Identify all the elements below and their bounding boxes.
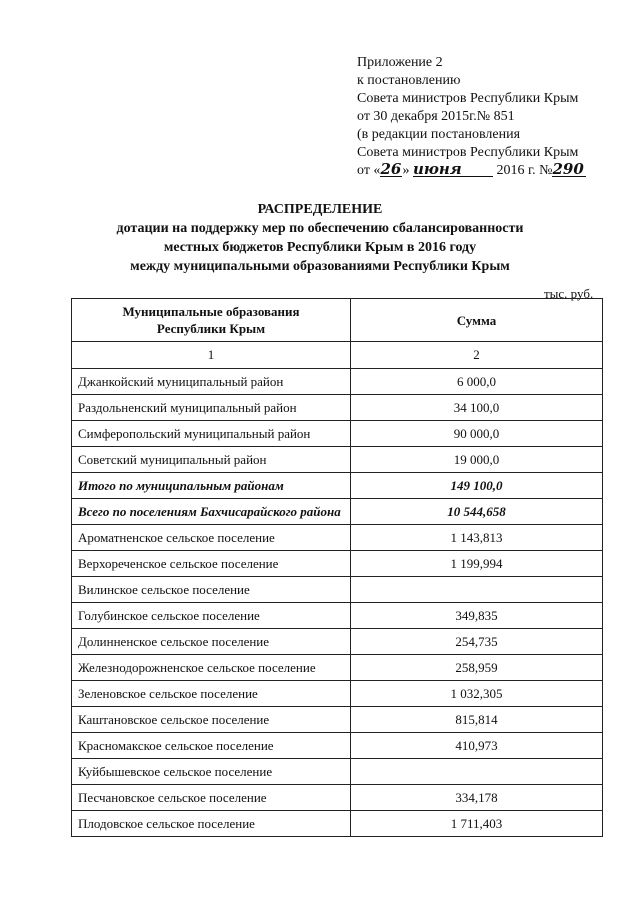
table-row [72,525,603,551]
handwritten-number: 290 [552,162,586,177]
table-row [72,629,603,655]
cell-name: Ароматненское сельское поселение [72,525,351,551]
cell-name: Раздольненский муниципальный район [72,395,351,421]
table-row [72,733,603,759]
cell-sum: 1 199,994 [351,551,603,577]
cell-name: Каштановское сельское поселение [72,707,351,733]
table-index-row [72,342,603,369]
appendix-line: Приложение 2 [357,55,443,70]
distribution-table [71,298,603,837]
year-text: 2016 г. [496,163,536,178]
header-municipality [72,299,351,342]
title-line: дотации на поддержку мер по обеспечению сбалансированности [116,221,524,236]
cell-name: Плодовское сельское поселение [72,811,351,837]
table-row [72,447,603,473]
appendix-date-line [357,162,586,180]
cell-sum: 34 100,0 [351,395,603,421]
cell-sum: 349,835 [351,603,603,629]
units-label: тыс. руб. [544,286,594,301]
date-prefix: от « [357,163,381,178]
cell-sum: 90 000,0 [351,421,603,447]
index-cell: 1 [72,342,351,369]
table-row [72,707,603,733]
cell-sum: 10 544,658 [351,499,603,525]
handwritten-month: июня [413,162,493,177]
date-mid: » [402,163,410,178]
table-row [72,681,603,707]
cell-sum: 815,814 [351,707,603,733]
cell-sum: 1 143,813 [351,525,603,551]
table-row [72,395,603,421]
table-row [72,655,603,681]
header-municipality-line: Республики Крым [156,321,266,336]
cell-sum [351,577,603,603]
cell-sum: 149 100,0 [351,473,603,499]
cell-name: Верхореченское сельское поселение [72,551,351,577]
table-row-total [72,499,603,525]
cell-name: Всего по поселениям Бахчисарайского района [72,499,351,525]
cell-name: Красномакское сельское поселение [72,733,351,759]
cell-name: Советский муниципальный район [72,447,351,473]
cell-name: Симферопольский муниципальный район [72,421,351,447]
cell-sum [351,759,603,785]
number-prefix: № [539,163,553,178]
cell-sum: 1 032,305 [351,681,603,707]
appendix-line: к постановлению [357,73,461,88]
cell-name: Итого по муниципальным районам [72,473,351,499]
cell-name: Джанкойский муниципальный район [72,369,351,395]
cell-name: Долинненское сельское поселение [72,629,351,655]
table-row-total [72,473,603,499]
table-row [72,369,603,395]
appendix-line: от 30 декабря 2015г.№ 851 [357,109,515,124]
appendix-block [357,54,586,180]
cell-name: Зеленовское сельское поселение [72,681,351,707]
appendix-line: Совета министров Республики Крым [357,145,579,160]
appendix-line: (в редакции постановления [357,127,521,142]
table-row [72,421,603,447]
table-row [72,577,603,603]
appendix-line: Совета министров Республики Крым [357,91,579,106]
cell-sum: 6 000,0 [351,369,603,395]
cell-name: Песчановское сельское поселение [72,785,351,811]
header-sum: Сумма [351,299,603,342]
table-row [72,811,603,837]
document-title [0,200,640,276]
cell-sum: 334,178 [351,785,603,811]
title-line: РАСПРЕДЕЛЕНИЕ [257,202,383,217]
table-header-row [72,299,603,342]
title-line: местных бюджетов Республики Крым в 2016 году [163,240,477,255]
title-line: между муниципальными образованиями Республики Крым [130,259,510,274]
cell-sum: 258,959 [351,655,603,681]
table-row [72,759,603,785]
cell-name: Голубинское сельское поселение [72,603,351,629]
cell-name: Железнодорожненское сельское поселение [72,655,351,681]
cell-name: Куйбышевское сельское поселение [72,759,351,785]
table-row [72,785,603,811]
index-cell: 2 [351,342,603,369]
cell-sum: 410,973 [351,733,603,759]
cell-sum: 1 711,403 [351,811,603,837]
table-row [72,551,603,577]
table-row [72,603,603,629]
handwritten-day: 26 [380,160,402,178]
cell-sum: 254,735 [351,629,603,655]
cell-name: Вилинское сельское поселение [72,577,351,603]
cell-sum: 19 000,0 [351,447,603,473]
header-municipality-line: Муниципальные образования [122,304,300,319]
